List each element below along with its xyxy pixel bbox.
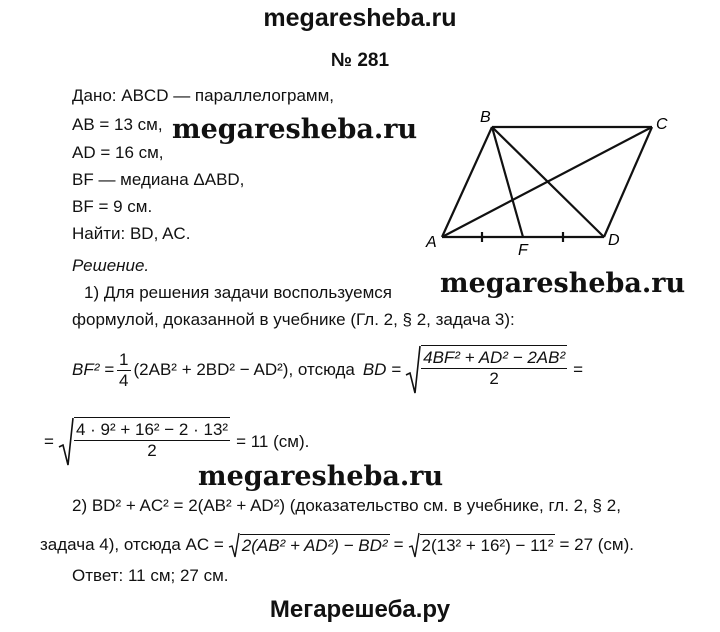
fraction-one-quarter: [117, 350, 130, 391]
step2-prefix: задача 4), отсюда AC =: [40, 535, 224, 554]
label-f: F: [518, 242, 528, 259]
radical-sign-icon: [408, 532, 420, 558]
problem-number: № 281: [330, 50, 390, 71]
sqrt-numeric-denominator: 2: [147, 441, 157, 460]
radical-sign-icon: [228, 532, 240, 558]
sqrt-bd: [405, 345, 567, 395]
step2-line-1: 2) BD² + AC² = 2(AB² + AD²) (доказательство см. в учебнике, гл. 2, § 2,: [72, 496, 621, 515]
formula-bd-numeric: [44, 417, 309, 467]
sqrt-numeric: [58, 417, 230, 467]
watermark-2: megaresheba.ru: [440, 268, 686, 299]
label-c: C: [656, 116, 668, 133]
given-line-6: Найти: BD, AC.: [72, 224, 191, 243]
label-b: B: [480, 109, 491, 126]
site-header: megaresheba.ru: [263, 4, 457, 32]
label-a: A: [426, 234, 437, 251]
bd-result: = 11 (см).: [236, 432, 310, 451]
side-cd: [604, 127, 652, 237]
formula-bf-rhs: (2AB² + 2BD² − AD²), отсюда: [133, 360, 355, 379]
sqrt-numeric-numerator: 4 · 9² + 16² − 2 · 13²: [75, 420, 229, 439]
given-line-2: AB = 13 см,: [72, 115, 163, 134]
equals-sign: =: [393, 535, 404, 554]
radical-sign-icon: [58, 417, 74, 467]
answer: Ответ: 11 см; 27 см.: [72, 566, 229, 585]
site-footer: Мегарешеба.ру: [269, 596, 451, 623]
label-d: D: [608, 232, 620, 249]
fraction-denominator: 4: [119, 370, 129, 390]
formula-bd-lhs: BD =: [362, 360, 402, 379]
equals-sign: =: [44, 432, 54, 451]
parallelogram-figure: [420, 105, 680, 260]
solution-heading: Решение.: [72, 256, 150, 275]
sqrt-ac-symbolic-content: 2(AB² + AD²) − BD²: [241, 536, 388, 555]
sqrt-numeric-fraction: [74, 417, 230, 467]
step2-line-2: [40, 532, 634, 558]
sqrt-bd-numerator: 4BF² + AD² − 2AB²: [423, 348, 566, 367]
equals-sign: =: [573, 360, 584, 379]
given-line-3: AD = 16 см,: [72, 143, 164, 162]
given-line-5: BF = 9 см.: [72, 197, 153, 216]
diagonal-bd: [492, 127, 604, 237]
given-line-1: Дано: ABCD — параллелограмм,: [72, 86, 335, 105]
watermark-1: megaresheba.ru: [172, 114, 418, 145]
watermark-3: megaresheba.ru: [198, 461, 444, 492]
sqrt-ac-numeric-content: 2(13² + 16²) − 11²: [421, 536, 554, 555]
sqrt-bd-fraction: [421, 345, 567, 395]
formula-bf: [72, 345, 583, 395]
sqrt-ac-symbolic: [228, 532, 390, 558]
side-ab: [442, 127, 492, 237]
sqrt-bd-denominator: 2: [489, 369, 499, 388]
formula-bf-lhs: BF² =: [72, 360, 115, 379]
step1-line-1: 1) Для решения задачи воспользуемся: [84, 283, 392, 302]
radical-sign-icon: [405, 345, 421, 395]
fraction-numerator: 1: [119, 349, 129, 369]
given-line-4: BF — медиана ΔABD,: [72, 170, 245, 189]
step1-line-2: формулой, доказанной в учебнике (Гл. 2, § 2, задача 3):: [72, 310, 515, 329]
sqrt-ac-numeric: [408, 532, 556, 558]
ac-result: = 27 (см).: [559, 535, 635, 554]
